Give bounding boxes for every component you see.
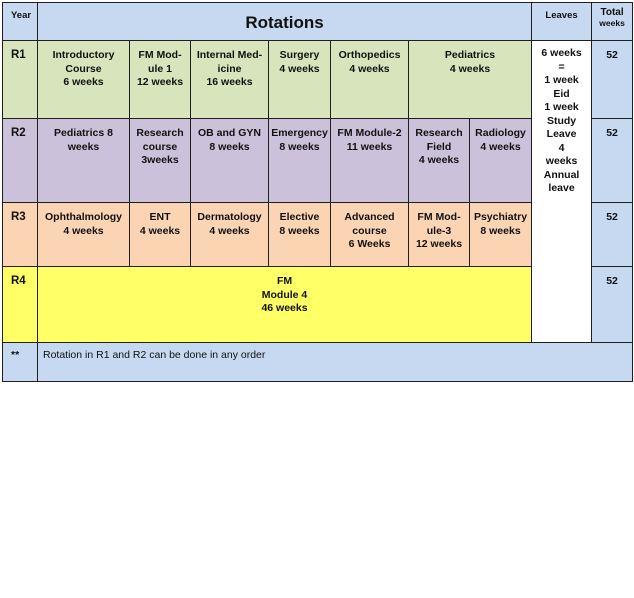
rotation-line: Dermatology [197, 211, 262, 223]
rotation-line: 4 weeks [449, 62, 491, 75]
rotation-line: Research [415, 127, 463, 139]
leaves-line: leave [548, 182, 575, 194]
header-total-line1: Total [600, 7, 624, 18]
rotation-line: 4 weeks [349, 62, 390, 75]
rotation-line: weeks [67, 140, 100, 153]
rotation-line: FM Module-2 [337, 127, 402, 139]
total-r3: 52 [592, 203, 633, 267]
rotation-line: OB and GYN [197, 127, 261, 139]
rotation-line: 16 weeks [206, 76, 253, 88]
leaves-line: 1 week [544, 74, 579, 86]
rotation-line: course [352, 224, 387, 237]
leaves-cell [532, 41, 592, 343]
leaves-line: 1 week [544, 101, 579, 113]
row-label-r1: R1 [3, 41, 38, 119]
rotation-line: 12 weeks [415, 238, 463, 250]
row-label-r4: R4 [3, 267, 38, 343]
rotation-line: Emergency [271, 127, 328, 139]
rotation-line: Research [136, 127, 184, 139]
header-rotations-title: Rotations [38, 3, 532, 41]
rotation-line: 6 Weeks [348, 238, 391, 250]
header-year: Year [3, 3, 38, 41]
leaves-line: 6 weeks [541, 47, 582, 59]
rotation-cell [38, 267, 532, 343]
rotation-line: Advanced [344, 211, 395, 223]
rotation-line: course [142, 140, 178, 153]
leaves-line: 4 [558, 141, 565, 154]
rotation-line: Orthopedics [338, 49, 401, 61]
rotation-cell [130, 119, 191, 203]
total-r2: 52 [592, 119, 633, 203]
rotation-line: 8 weeks [279, 224, 320, 237]
rotation-line: Field [426, 140, 452, 153]
rotation-cell [470, 119, 532, 203]
rotation-line: 8 weeks [480, 224, 521, 237]
rotation-line: ule-3 [426, 224, 452, 237]
rotation-line: Elective [279, 211, 320, 223]
rotation-line: Introductory [52, 49, 115, 61]
rotation-cell [130, 41, 191, 119]
rotation-line: 4 weeks [139, 224, 181, 237]
rotation-cell [269, 203, 331, 267]
rotation-line: 3weeks [141, 154, 179, 166]
rotation-line: Course [65, 62, 102, 75]
footnote-marker: ** [3, 343, 38, 382]
header-leaves: Leaves [532, 3, 592, 41]
rotation-line: 4 weeks [63, 224, 104, 237]
rotation-line: Psychiatry [473, 211, 528, 223]
rotation-cell [409, 41, 532, 119]
rotation-cell [409, 119, 470, 203]
rotation-line: Radiology [475, 127, 526, 139]
leaves-line: Study [546, 114, 577, 127]
rotation-line: 4 weeks [418, 154, 460, 166]
rotation-line: FM Mod- [138, 49, 182, 61]
footnote-text: Rotation in R1 and R2 can be done in any order [38, 343, 633, 382]
rotation-cell [191, 41, 269, 119]
rotation-line: FM Mod- [417, 211, 461, 223]
rotation-line: ENT [149, 211, 171, 223]
rotation-line: Module 4 [261, 288, 308, 301]
rotation-cell [269, 41, 331, 119]
leaves-line: = [558, 60, 565, 73]
rotation-line: Ophthalmology [45, 211, 122, 223]
rotation-line: icine [217, 62, 242, 75]
rotation-cell [38, 41, 130, 119]
header-total-weeks [592, 3, 633, 41]
rotation-cell [191, 203, 269, 267]
leaves-line: Leave [546, 128, 577, 140]
rotation-line: 4 weeks [279, 62, 320, 75]
rotation-cell [38, 119, 130, 203]
rotation-cell [331, 119, 409, 203]
rotation-cell [130, 203, 191, 267]
rotations-table [2, 2, 633, 382]
leaves-line: Annual [543, 168, 580, 181]
rotation-line: FM [276, 275, 293, 287]
rotation-line: 6 weeks [63, 76, 104, 88]
rotation-cell [191, 119, 269, 203]
total-r4: 52 [592, 267, 633, 343]
rotation-line: Pediatrics 8 [54, 127, 113, 139]
rotation-cell [331, 203, 409, 267]
leaves-line: Eid [553, 87, 570, 100]
rotation-line: Pediatrics [444, 49, 496, 61]
rotation-line: 8 weeks [209, 140, 250, 153]
leaves-line: weeks [545, 155, 578, 167]
rotation-cell [38, 203, 130, 267]
rotation-line: 4 weeks [209, 224, 250, 237]
rotation-line: 46 weeks [261, 302, 308, 314]
rotation-line: 12 weeks [136, 76, 184, 88]
rotation-cell [331, 41, 409, 119]
row-label-r3: R3 [3, 203, 38, 267]
rotation-cell [409, 203, 470, 267]
total-r1: 52 [592, 41, 633, 119]
rotation-line: Surgery [279, 49, 320, 61]
rotation-cell [269, 119, 331, 203]
rotation-line: ule 1 [148, 62, 172, 75]
rotation-cell [470, 203, 532, 267]
rotation-line: 4 weeks [480, 140, 521, 153]
rotation-line: 8 weeks [279, 140, 320, 153]
rotation-line: 11 weeks [346, 140, 393, 153]
row-label-r2: R2 [3, 119, 38, 203]
rotation-line: Internal Med- [196, 49, 263, 61]
header-total-line2: weeks [599, 18, 625, 28]
